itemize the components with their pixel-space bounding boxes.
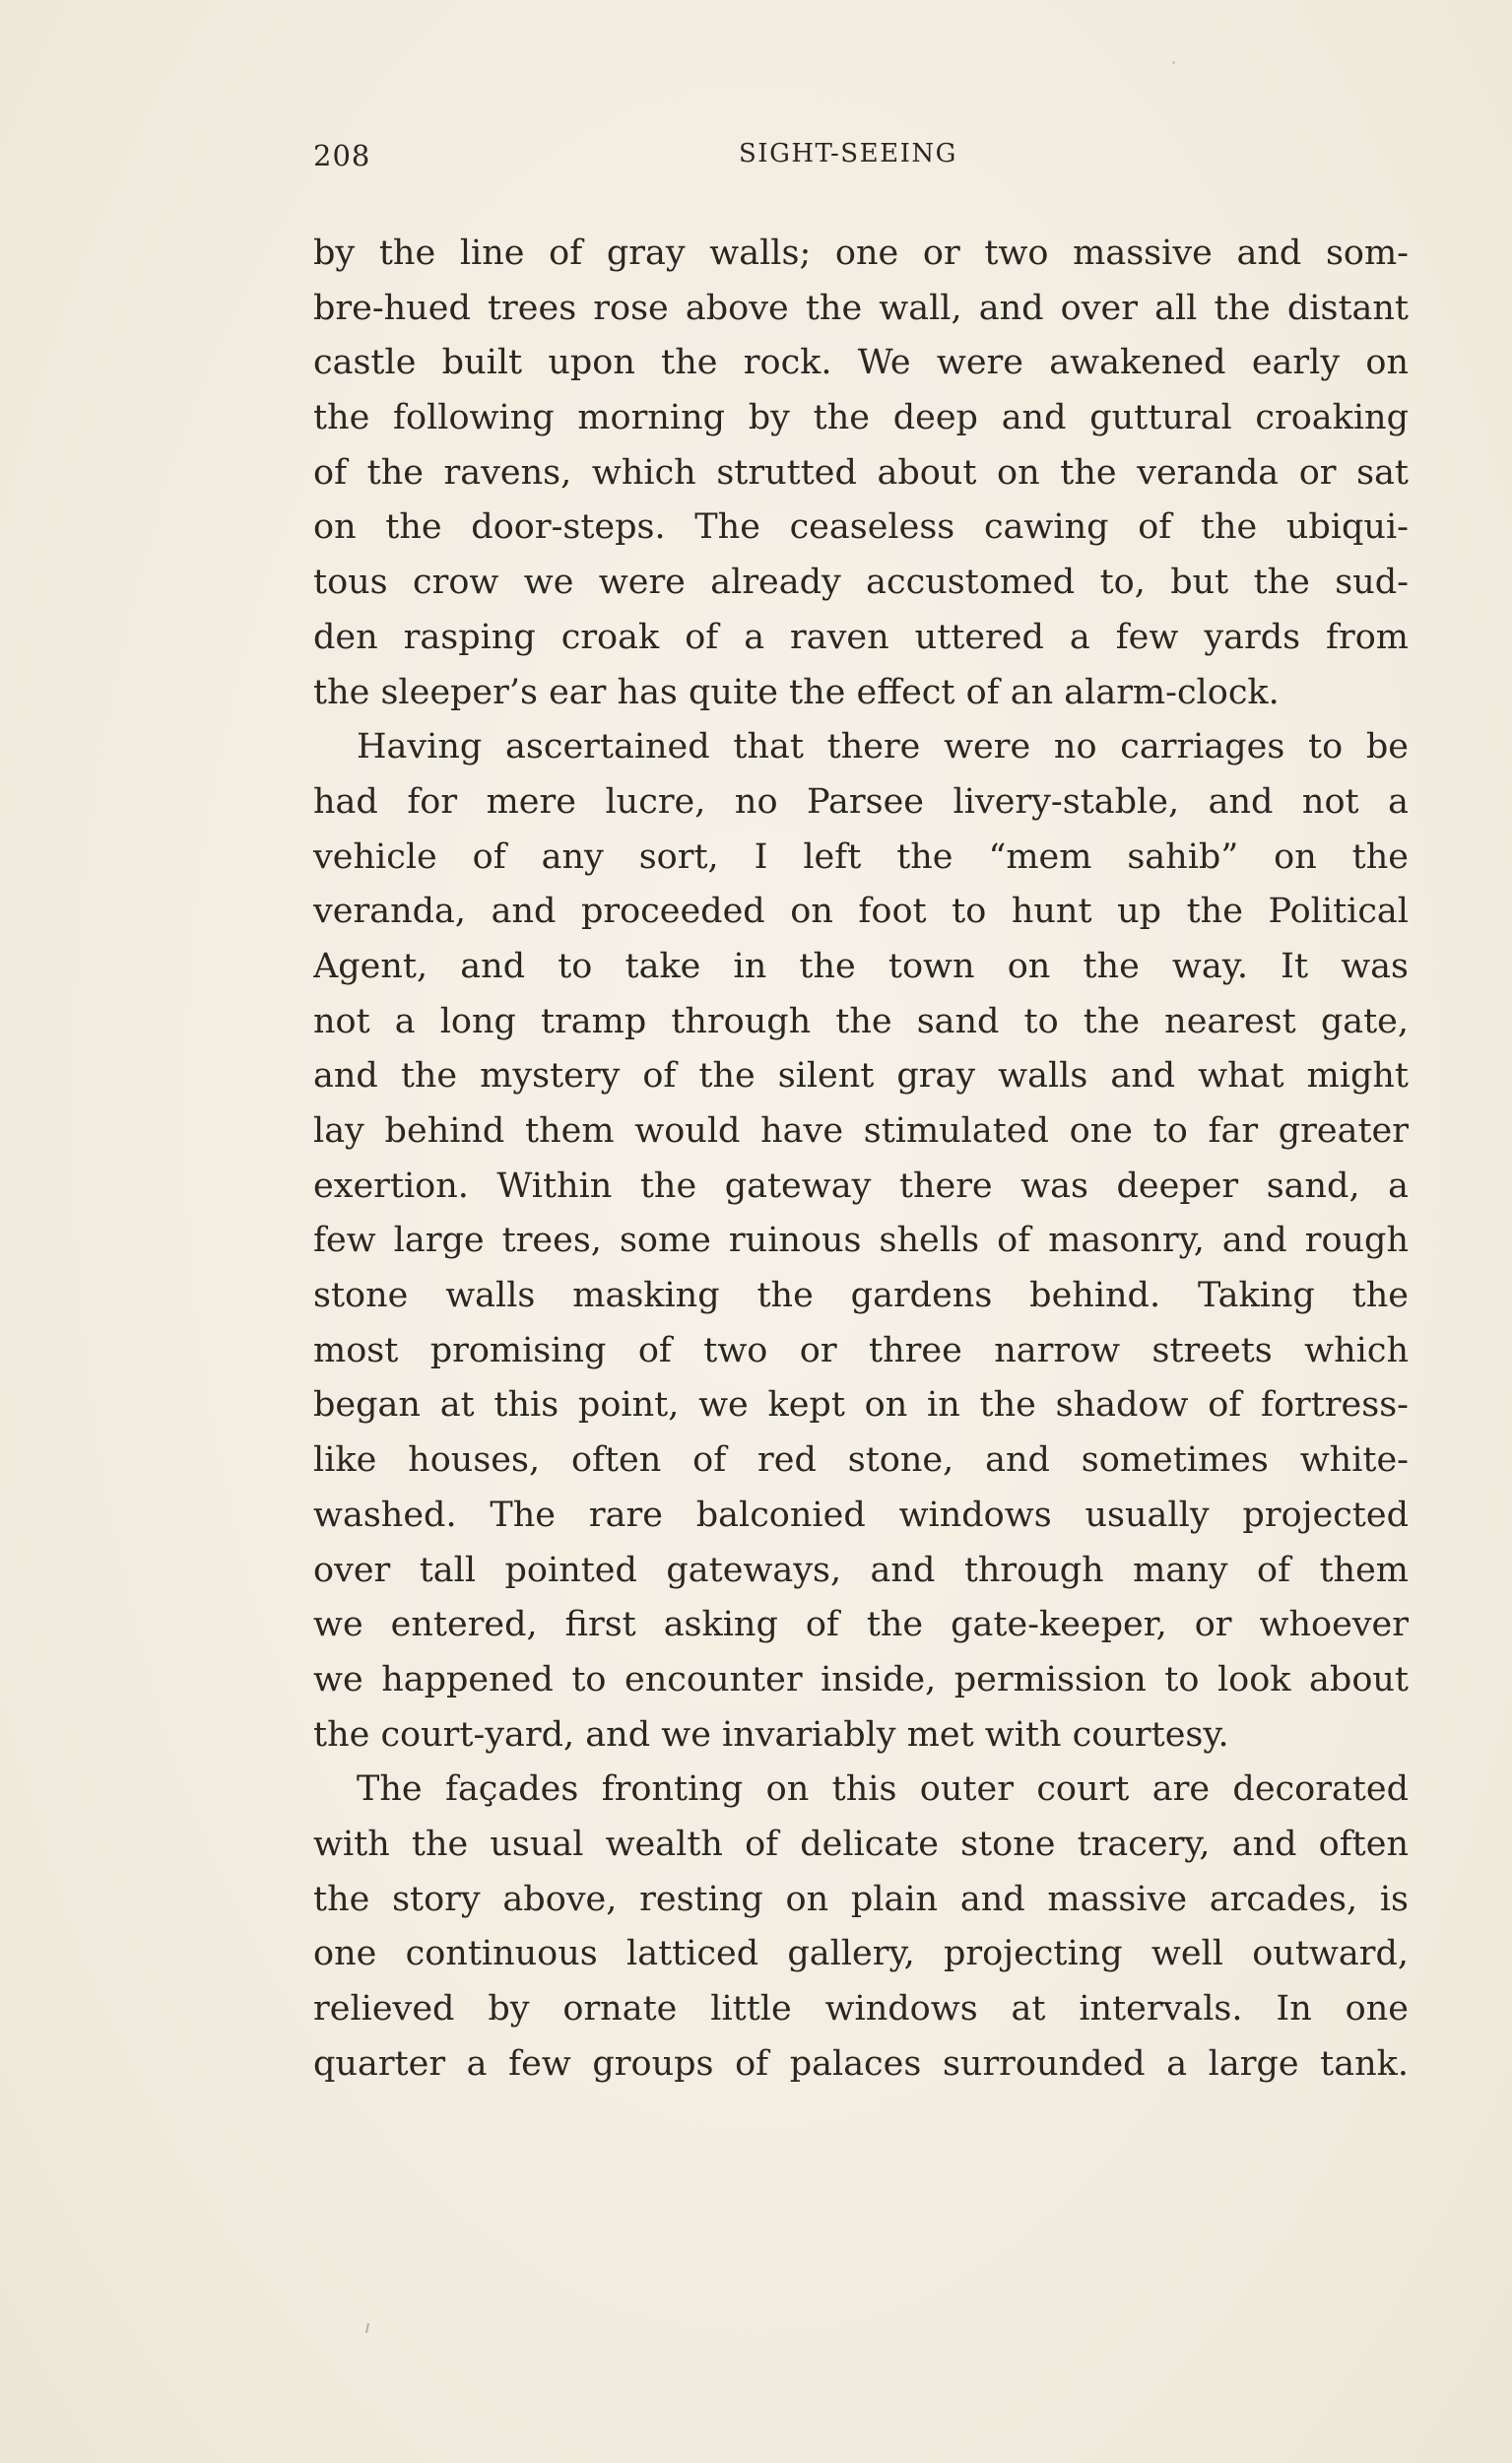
text-line: by the line of gray walls; one or two massive and som-	[313, 233, 1409, 273]
text-line: began at this point, we kept on in the shadow of fortress-	[313, 1385, 1409, 1426]
text-line: and the mystery of the silent gray walls and what might	[313, 1056, 1409, 1097]
text-line: veranda, and proceeded on foot to hunt up the Political	[313, 892, 1409, 932]
paper-speck	[1172, 61, 1175, 64]
text-line: quarter a few groups of palaces surrounded a large tank.	[313, 2043, 1409, 2084]
text-line: the court-yard, and we invariably met with courtesy.	[313, 1714, 1229, 1755]
text-line: on the door-steps. The ceaseless cawing of the ubiqui-	[313, 507, 1409, 548]
page-number: 208	[313, 139, 371, 172]
text-line: the story above, resting on plain and massive arcades, is	[313, 1879, 1409, 1919]
running-title: SIGHT-SEEING	[739, 139, 957, 168]
text-line: castle built upon the rock. We were awakened early on	[313, 343, 1409, 383]
text-line: had for mere lucre, no Parsee livery-stable, and not a	[313, 781, 1409, 822]
text-line: few large trees, some ruinous shells of masonry, and rough	[313, 1221, 1409, 1261]
text-line: with the usual wealth of delicate stone tracery, and often	[313, 1824, 1409, 1864]
paragraph-start-line: Having ascertained that there were no carriages to be	[357, 727, 1409, 767]
paper-speck	[365, 2323, 369, 2333]
text-line: we entered, first asking of the gate-keeper, or whoever	[313, 1605, 1409, 1645]
text-line: relieved by ornate little windows at intervals. In one	[313, 1989, 1409, 2029]
text-line: the following morning by the deep and guttural croaking	[313, 398, 1409, 438]
text-line: one continuous latticed gallery, projecting well outward,	[313, 1934, 1409, 1974]
text-line: bre-hued trees rose above the wall, and over all the distant	[313, 288, 1409, 328]
text-line: den rasping croak of a raven uttered a few yards from	[313, 617, 1409, 657]
text-line: of the ravens, which strutted about on the veranda or sat	[313, 452, 1409, 493]
text-line: Agent, and to take in the town on the way. It was	[313, 946, 1409, 986]
text-line: lay behind them would have stimulated one to far greater	[313, 1111, 1409, 1151]
text-line: stone walls masking the gardens behind. Taking the	[313, 1276, 1409, 1316]
running-head	[313, 139, 1409, 178]
text-line: over tall pointed gateways, and through many of them	[313, 1550, 1409, 1590]
text-line: vehicle of any sort, I left the “mem sahib” on the	[313, 836, 1409, 877]
text-line: like houses, often of red stone, and sometimes white-	[313, 1440, 1409, 1481]
text-line: tous crow we were already accustomed to, but the sud-	[313, 563, 1409, 603]
text-line: exertion. Within the gateway there was deeper sand, a	[313, 1165, 1409, 1206]
text-line: not a long tramp through the sand to the nearest gate,	[313, 1001, 1409, 1041]
text-line: the sleeper’s ear has quite the effect of an alarm-clock.	[313, 672, 1280, 712]
paragraph-start-line: The façades fronting on this outer court are decorated	[357, 1769, 1409, 1810]
text-line: most promising of two or three narrow streets which	[313, 1330, 1409, 1370]
text-line: we happened to encounter inside, permission to look about	[313, 1659, 1409, 1699]
body-text	[313, 227, 1409, 2092]
text-line: washed. The rare balconied windows usually projected	[313, 1495, 1409, 1535]
